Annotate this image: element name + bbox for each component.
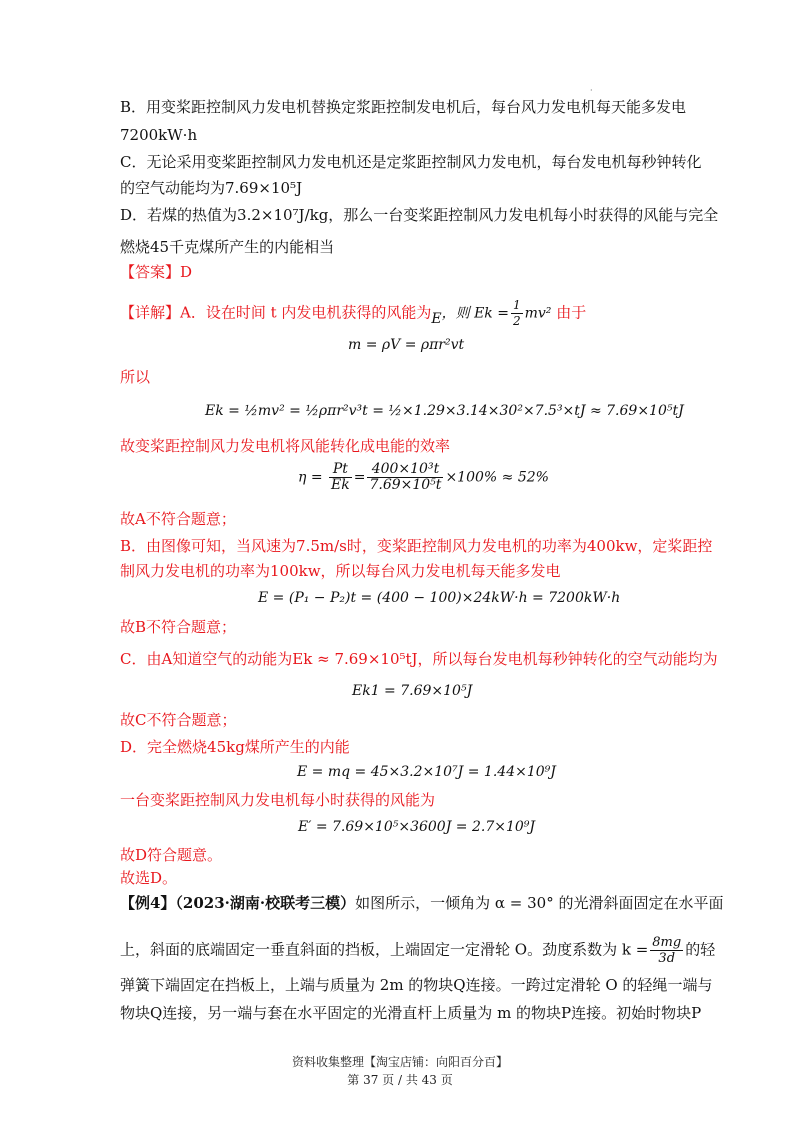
a-verdict: 故A不符合题意； [120,510,236,528]
example4-line4: 物块Q连接，另一端与套在水平固定的光滑直杆上质量为 m 的物块P连接。初始时物块P [120,1004,702,1022]
half-fraction: $\frac{1}{2}$ [512,298,521,328]
example4-heading: 【例4】（2023·湖南·校联考三模） [120,894,356,912]
example4-line2 [120,935,716,966]
footer-source: 资料收集整理【淘宝店铺：向阳百分百】 [291,1055,508,1069]
solution-intro-tail: 由于 [556,303,587,322]
equation-mass: m = ρV = ρπr²vt [348,337,465,353]
efficiency-eta: η = [298,469,323,486]
option-b-line1: B．用变桨距控制风力发电机替换定浆距控制发电机后，每台风力发电机每天能多发电 [120,98,687,116]
option-c-line1: C．无论采用变桨距控制风力发电机还是定浆距控制风力发电机，每台发电机每秒钟转化 [120,153,702,171]
b-reason-line2: 制风力发电机的功率为100kw，所以每台风力发电机每天能多发电 [120,562,561,580]
spring-frac-den: 3d [658,951,676,966]
equation-kinetic-energy: Ek = ½mv² = ½ρπr²v³t = ½×1.29×3.14×30²×7.5³×tJ ≈ 7.69×10⁵tJ [205,403,684,419]
b-verdict: 故B不符合题意； [120,618,237,636]
example4-line2-tail: 的轻 [685,940,716,959]
example4-line3: 弹簧下端固定在挡板上，上端与质量为 2m 的物块Q连接。一跨过定滑轮 O 的轻绳一端与 [120,976,713,994]
option-d-line1: D．若煤的热值为3.2×10⁷J/kg，那么一台变桨距控制风力发电机每小时获得的风能与完全 [120,206,719,224]
d-verdict: 故D符合题意。 [120,846,223,864]
spring-constant-fraction [650,935,683,966]
solution-intro-then: ，则 Ek = [441,305,509,322]
equation-extra-energy: E = (P₁ − P₂)t = (400 − 100)×24kW·h = 7200kW·h [258,590,621,606]
frac2-num: 400×10³t [367,462,443,478]
option-d-line2: 燃烧45千克煤所产生的内能相当 [120,238,335,256]
efficiency-label: 故变桨距控制风力发电机将风能转化成电能的效率 [120,437,451,455]
solution-intro-text: 【详解】A．设在时间 t 内发电机获得的风能为 [120,303,432,322]
frac2-den: 7.69×10⁵t [369,477,442,493]
solution-intro: 【详解】A．设在时间 t 内发电机获得的风能为E，则 Ek = $\frac{1}{2}$ mv² 由于 [120,298,587,328]
efficiency-result: ×100% ≈ 52% [445,469,549,486]
solution-intro-E: E [431,310,442,327]
d-reason: D．完全燃烧45kg煤所产生的内能 [120,738,350,756]
final-choice: 故选D。 [120,869,178,887]
example4-line1 [120,893,724,913]
frac1-num: Pt [329,462,352,478]
example4-line1-body: 如图所示，一倾角为 α = 30° 的光滑斜面固定在水平面 [355,894,724,912]
c-verdict: 故C不符合题意； [120,711,237,729]
equation-internal-energy: E = mq = 45×3.2×10⁷J = 1.44×10⁹J [297,764,556,780]
example4-line2-text: 上，斜面的底端固定一垂直斜面的挡板，上端固定一定滑轮 O。劲度系数为 k = [120,940,649,959]
answer-label: 【答案】D [120,263,193,281]
frac1-den: Ek [331,477,350,493]
efficiency-frac2 [367,462,443,493]
stray-mark: · [590,86,593,95]
d-reason-line2: 一台变桨距控制风力发电机每小时获得的风能为 [120,791,436,809]
b-reason-line1: B．由图像可知，当风速为7.5m/s时，变桨距控制风力发电机的功率为400kw，定桨距控 [120,537,713,555]
footer-page-number: 第 37 页 / 共 43 页 [347,1073,453,1087]
suoyi-label: 所以 [120,368,151,386]
option-b-line2: 7200kW·h [120,126,198,144]
equation-wind-energy: E′ = 7.69×10⁵×3600J = 2.7×10⁹J [298,819,535,835]
equation-efficiency: η = $\frac{Pt}{Ek}$ = $\frac{\text{400×10³t}}{\text{7.69×10⁵t}}$ ×100% ≈ 52% [298,461,549,493]
equation-ek1: Ek1 = 7.69×10⁵J [352,683,473,699]
spring-frac-num: 8mg [652,935,682,950]
c-reason: C．由A知道空气的动能为Ek ≈ 7.69×10⁵tJ，所以每台发电机每秒钟转化的空气动能均为 [120,650,718,668]
option-c-line2: 的空气动能均为7.69×10⁵J [120,179,303,197]
efficiency-frac1 [329,462,352,493]
